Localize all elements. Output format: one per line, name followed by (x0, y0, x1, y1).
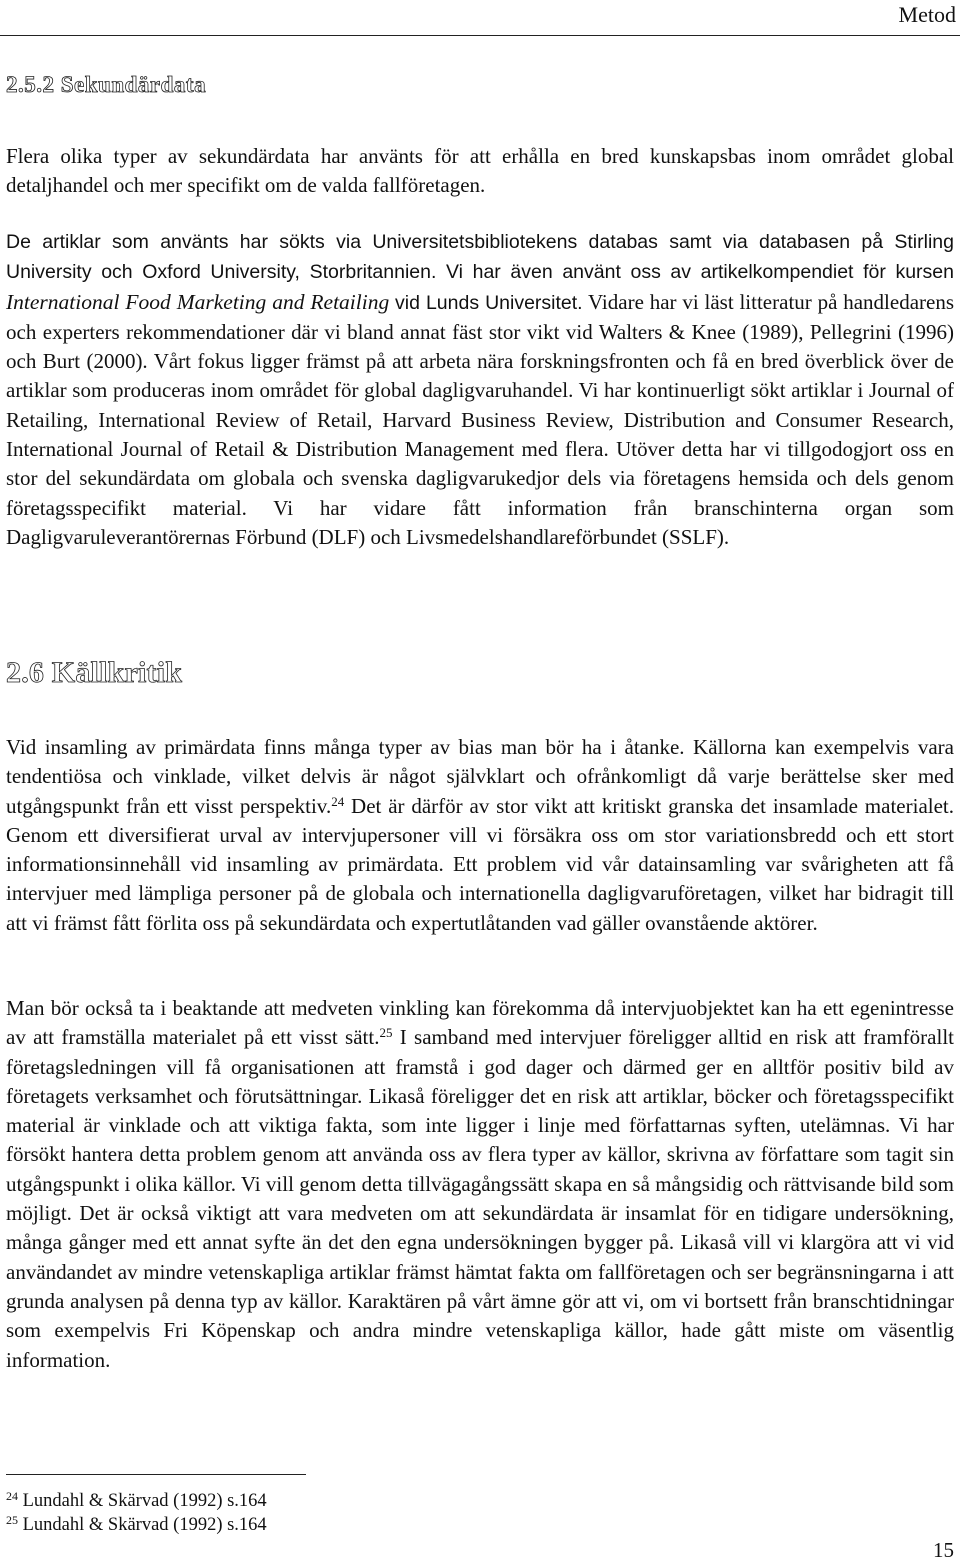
section-heading-kallkritik: 2.6 Källkritik (6, 656, 183, 689)
footnote-item (6, 1513, 267, 1537)
section-heading-sekundardata: 2.5.2 Sekundärdata (6, 72, 207, 97)
header-rule (0, 35, 960, 36)
running-header: Metod (898, 2, 956, 27)
paragraph-text: Flera olika typer av sekundärdata har använts för att erhålla en bred kunskapsbas inom området global detaljhandel och mer specifikt om de valda fallföretagen. (6, 144, 954, 198)
paragraph-kallkritik-vinkling (6, 994, 954, 1375)
footnote-reference[interactable]: 25 (379, 1025, 393, 1041)
paragraph-text: Vidare har vi läst litteratur på handledarens och experters rekommendationer där vi bland annat fäst stor vikt vid Walters & Knee (1989), Pellegrini (1996) och Burt (2000). Vårt fokus ligger främst på att arbeta nära forskningsfronten och få en bred överblick över de artiklar som produceras inom området för global dagligvaruhandel. Vi har kontinuerligt sökt artiklar i Journal of Retailing, International Review of Retail, Harvard Business Review, Distribution and Consumer Research, International Journal of Retail & Distribution Management med flera. Utöver detta har vi tillgodogjort oss en stor del sekundärdata om globala och svenska dagligvarukedjor dels via företagens hemsida och dels genom företagsspecifikt material. Vi har vidare fått information från branschinterna organ som Dagligvaruleverantörernas Förbund (DLF) och Livsmedelshandlareförbundet (SSLF). (6, 289, 954, 549)
footnote-item (6, 1489, 267, 1513)
footnote-number: 25 (6, 1513, 18, 1527)
paragraph-text: Vid insamling av primärdata finns många typer av bias man bör ha i åtanke. Källorna kan exempelvis vara tendentiösa och vinklade, vilket delvis är något självklart och ofrånkomligt då varje berättelse sker med utgångspunkt från ett visst perspektiv. (6, 735, 954, 818)
footnote-number: 24 (6, 1489, 18, 1503)
footnote-rule (6, 1474, 306, 1475)
page-number: 15 (933, 1538, 954, 1562)
footnote-reference[interactable]: 24 (331, 793, 345, 809)
paragraph-text: Man bör också ta i beaktande att medveten vinkling kan förekomma då intervjuobjektet kan ha ett egenintresse av att framställa materialet på ett visst sätt. (6, 996, 954, 1050)
footnote-text: Lundahl & Skärvad (1992) s.164 (22, 1515, 267, 1535)
paragraph-kallkritik-bias (6, 733, 954, 938)
paragraph-text: I samband med intervjuer föreligger alltid en risk att framförallt företagsledningen vill få organisationen att framstå i god dager och därmed ger en alltför positiv bild av företagets verksamhet och förutsättningar. Likaså föreligger det en risk att artiklar, böcker och företagsspecifikt material är vinklade och att viktiga fakta, som inte ligger i linje med författarnas syften, utelämnas. Vi har försökt hantera detta problem genom att använda oss av flera typer av källor, skrivna av författare som tagit sin utgångspunkt i olika källor. Vi vill genom detta tillvägagångssätt skapa en så mångsidig och rättvisande bild som möjligt. Det är också viktigt att vara medveten om att sekundärdata är insamlat för en tidigare undersökning, många gånger med ett annat syfte än det den egna undersökningen bygger på. Likaså vill vi klargöra att vi vid användandet av mindre vetenskapliga artiklar främst hämtat fakta om fallföretagen och ser begränsningarna i att grunda analysen på denna typ av källor. Karaktären på vårt ämne gör att vi, om vi bortsett från branschtidningar som exempelvis Fri Köpenskap och andra mindre vetenskapliga källor, hade gått miste om väsentlig information. (6, 1025, 954, 1372)
footnote-text: Lundahl & Skärvad (1992) s.164 (22, 1491, 267, 1511)
paragraph-sekundardata-sources (6, 227, 954, 552)
paragraph-text: Det är därför av stor vikt att kritiskt granska det insamlade materialet. Genom ett diversifierat urval av intervjupersoner vill vi försäkra oss om stor variationsbredd och ett stort informationsinnehåll vid insamling av primärdata. Ett problem vid vår datainsamling var svårigheten att få intervjuer med lämpliga personer på de globala och internationella dagligvaruföretagen, vilket har bidragit till att vi främst fått förlita oss på sekundärdata och expertutlåtanden vad gäller ovanstående aktörer. (6, 793, 955, 935)
course-title: International Food Marketing and Retailing (6, 289, 390, 314)
paragraph-text: De artiklar som använts har sökts via Universitetsbibliotekens databas samt via databasen på Stirling University och Oxford University, Storbritannien. Vi har även använt oss av artikelkompendiet för kursen (6, 231, 954, 284)
paragraph-text: vid Lunds Universitet. (395, 291, 583, 314)
paragraph-sekundardata-intro (6, 142, 954, 201)
